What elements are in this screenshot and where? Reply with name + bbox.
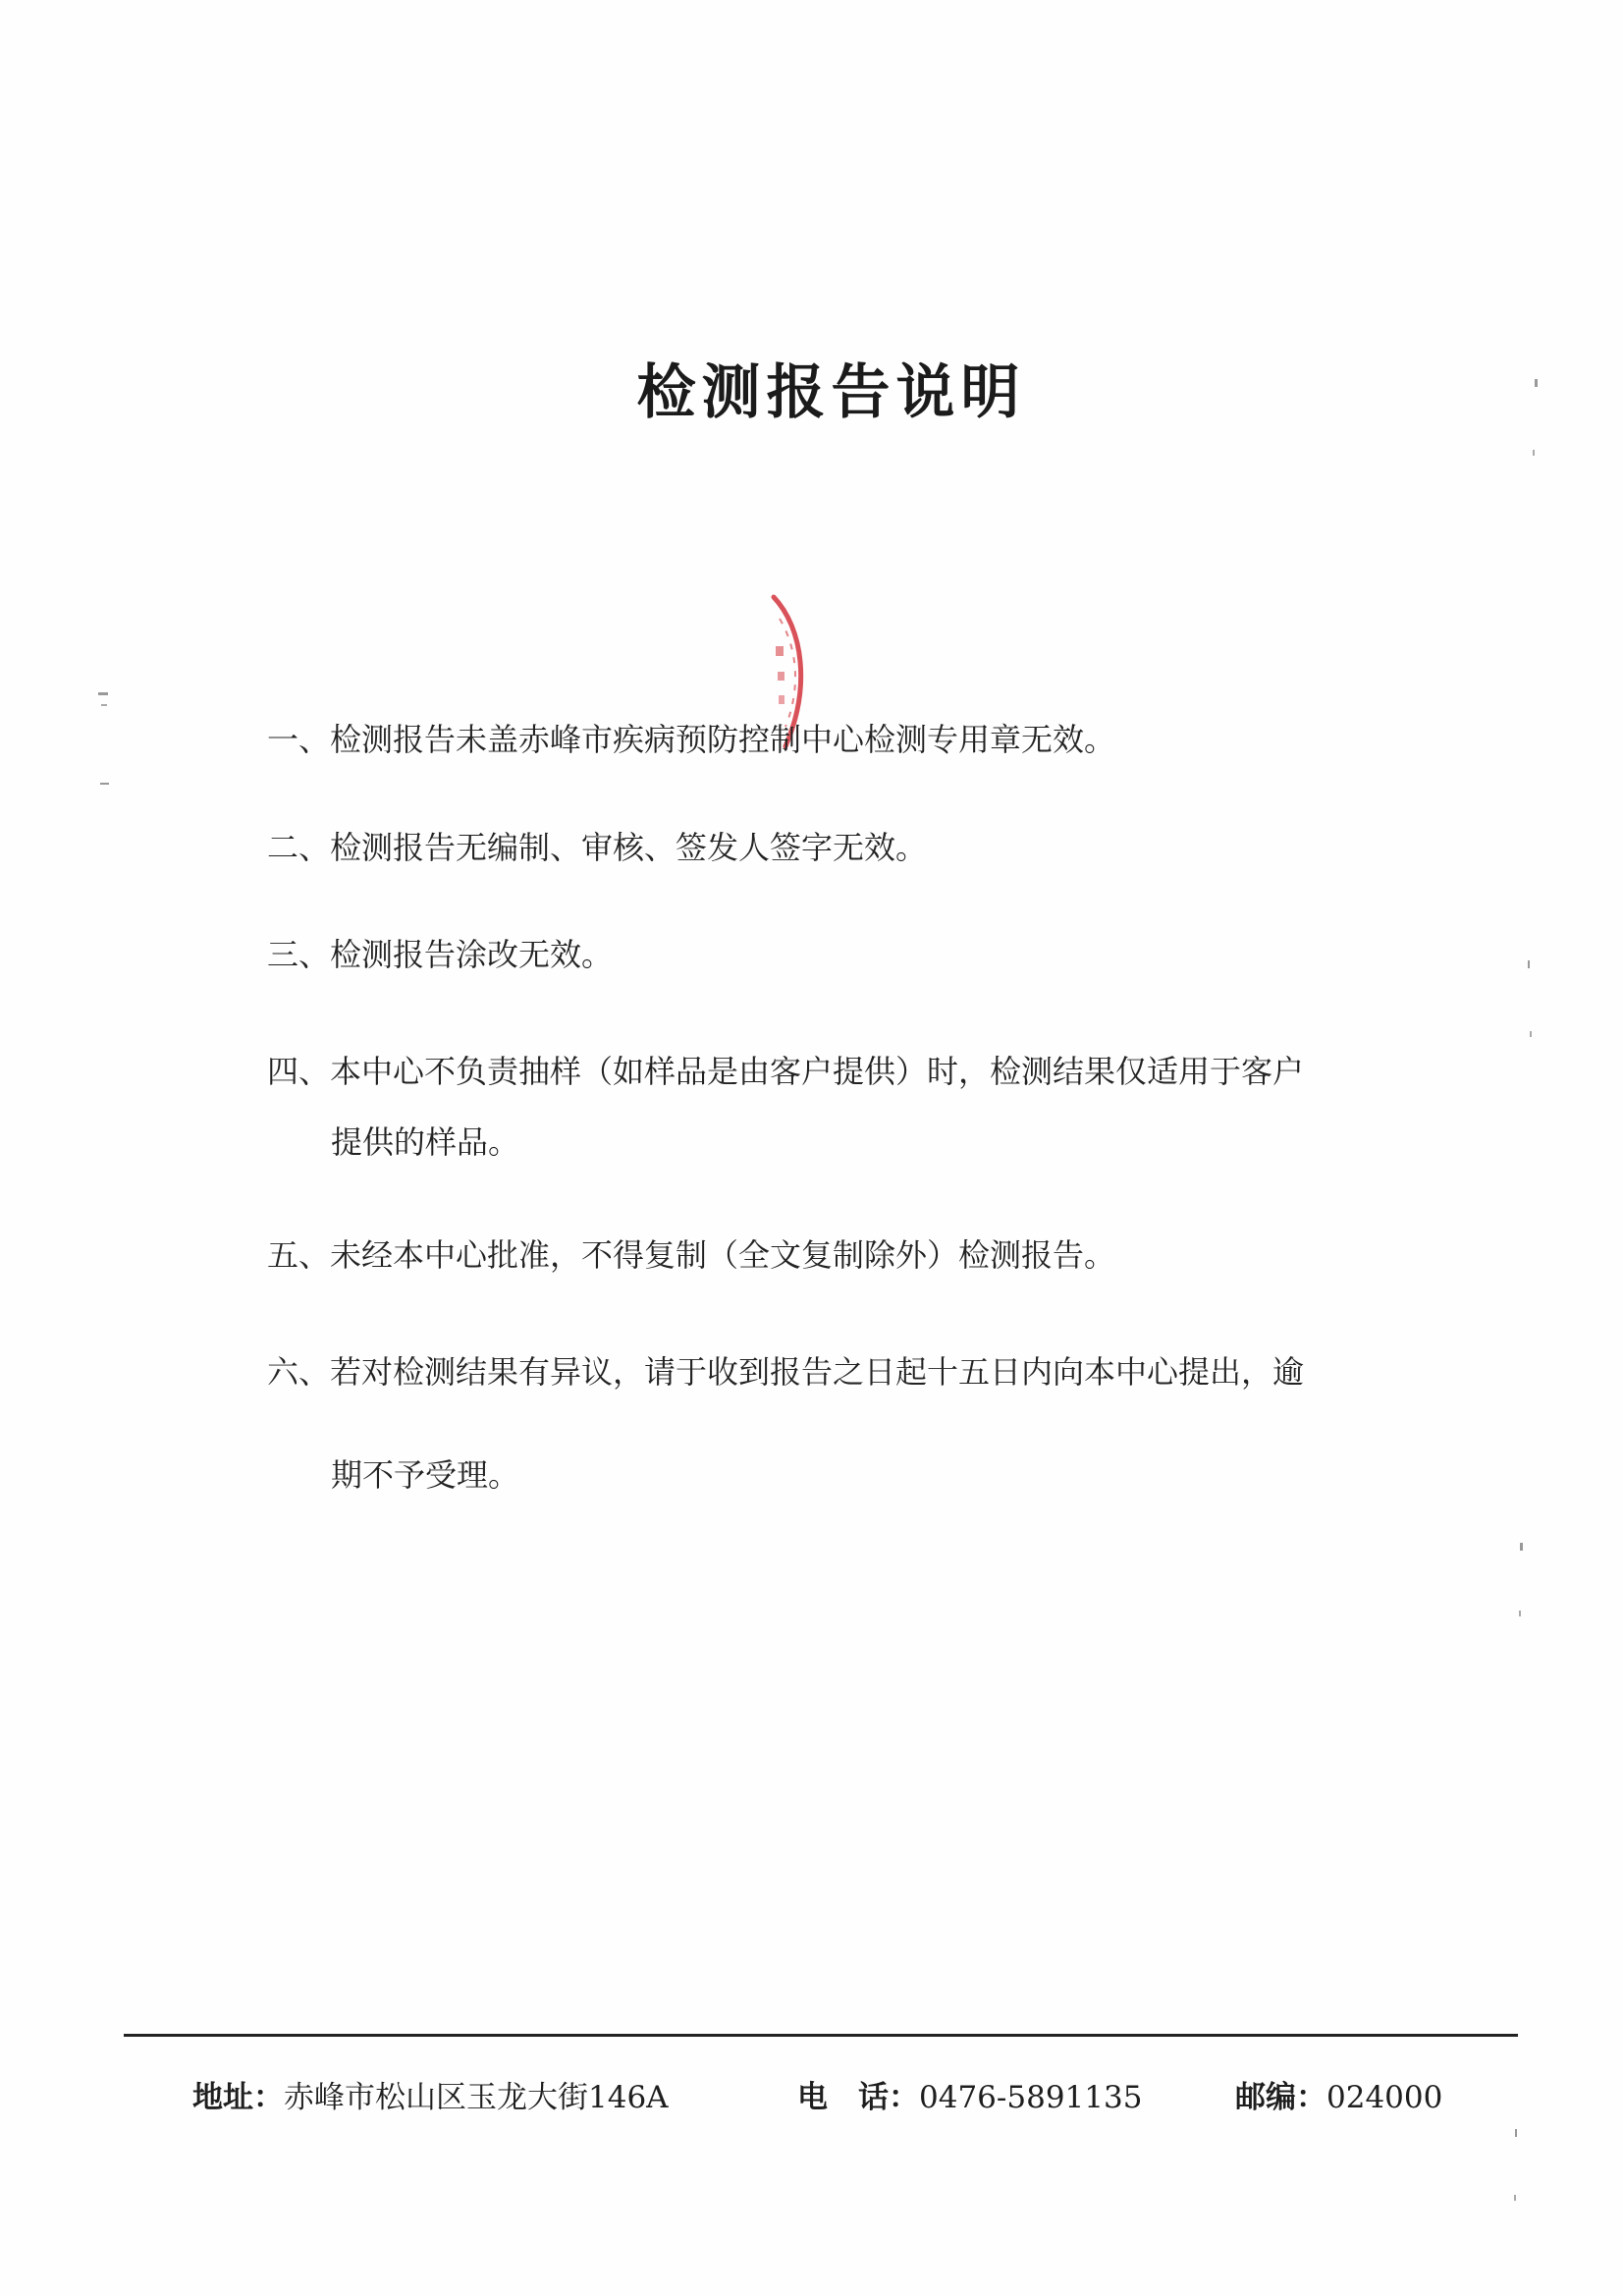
clause-5 [267, 1230, 1115, 1276]
clause-text: 检测报告无编制、审核、签发人签字无效。 [330, 829, 928, 866]
page-title: 检测报告说明 [636, 358, 1026, 427]
clause-4-continuation: 提供的样品。 [331, 1123, 520, 1161]
clause-number: 四、 [267, 1053, 331, 1090]
postcode-label: 邮编： [1235, 2080, 1326, 2115]
clause-6-continuation: 期不予受理。 [331, 1456, 520, 1494]
footer-divider [124, 2034, 1518, 2037]
scan-artifact [1530, 1031, 1532, 1037]
phone-label: 电 话： [797, 2080, 919, 2115]
scan-artifact [101, 704, 107, 706]
clause-6 [267, 1347, 1304, 1393]
scan-artifact [1514, 2195, 1516, 2201]
clause-1 [267, 715, 1115, 760]
scan-artifact [100, 783, 109, 785]
footer-phone [797, 2072, 1142, 2116]
footer-address [192, 2072, 669, 2116]
phone-value: 0476-5891135 [919, 2080, 1143, 2115]
clause-text: 未经本中心批准，不得复制（全文复制除外）检测报告。 [330, 1236, 1116, 1274]
clause-number: 一、 [267, 721, 331, 758]
clause-text: 检测报告未盖赤峰市疾病预防控制中心检测专用章无效。 [330, 721, 1116, 758]
scan-artifact [1535, 379, 1538, 387]
scan-artifact [1533, 450, 1535, 456]
postcode-value: 024000 [1326, 2080, 1443, 2115]
scan-artifact [1515, 2129, 1517, 2137]
scan-artifact [1519, 1611, 1521, 1616]
clause-number: 五、 [267, 1236, 331, 1274]
clause-text: 若对检测结果有异议，请于收到报告之日起十五日内向本中心提出，逾 [330, 1353, 1305, 1391]
clause-3 [267, 930, 613, 975]
clause-number: 六、 [267, 1353, 331, 1391]
clause-4 [267, 1047, 1304, 1092]
clause-2 [267, 823, 927, 868]
clause-text: 检测报告涂改无效。 [330, 936, 614, 973]
address-label: 地址： [192, 2080, 284, 2115]
clause-number: 三、 [267, 936, 331, 973]
scan-artifact [1520, 1543, 1523, 1551]
footer-postcode [1235, 2072, 1442, 2116]
scan-artifact [1528, 960, 1530, 968]
clause-number: 二、 [267, 829, 331, 866]
scan-artifact [98, 692, 108, 695]
clause-text: 本中心不负责抽样（如样品是由客户提供）时，检测结果仅适用于客户 [330, 1053, 1305, 1090]
address-value: 赤峰市松山区玉龙大街146A [284, 2080, 669, 2115]
